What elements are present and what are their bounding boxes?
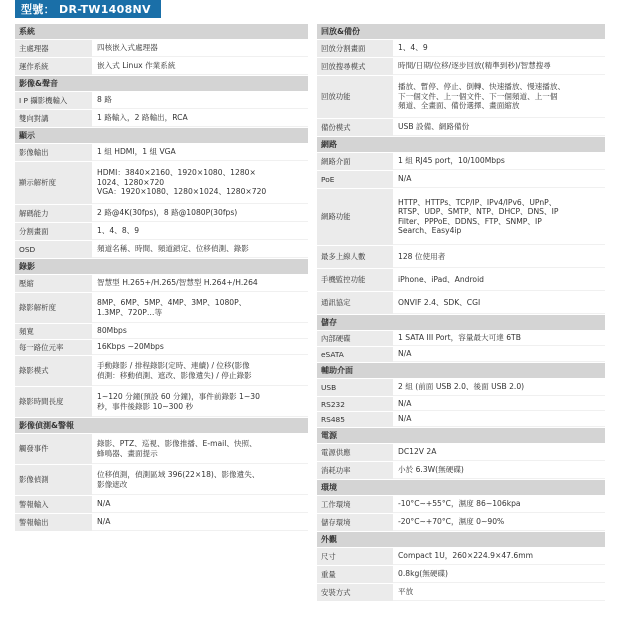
spec-label: 網路介面 bbox=[317, 153, 393, 170]
spec-value-cell bbox=[393, 496, 605, 513]
spec-value: 1~120 分鐘(預設 60 分鐘)，事件前錄影 1~30 秒，事件後錄影 10~300 秒 bbox=[97, 392, 260, 411]
spec-row bbox=[317, 584, 605, 601]
spec-value: 2 組 (前面 USB 2.0、後面 USB 2.0) bbox=[398, 382, 525, 392]
spec-label: 每一路位元率 bbox=[15, 340, 92, 355]
spec-row bbox=[15, 92, 308, 109]
spec-row bbox=[317, 171, 605, 188]
spec-value-cell bbox=[393, 566, 605, 583]
spec-value: N/A bbox=[398, 399, 412, 408]
spec-value-cell bbox=[393, 189, 605, 245]
spec-row bbox=[317, 444, 605, 461]
spec-value: 平放 bbox=[398, 587, 414, 597]
spec-value: 四核嵌入式處理器 bbox=[97, 43, 158, 53]
spec-label: 內部硬碟 bbox=[317, 331, 393, 346]
spec-label: 錄影時間長度 bbox=[15, 387, 92, 417]
section-header: 回放&備份 bbox=[317, 24, 605, 39]
spec-value-cell bbox=[92, 514, 308, 531]
spec-row bbox=[317, 412, 605, 426]
spec-value: N/A bbox=[97, 499, 111, 509]
spec-label: 重量 bbox=[317, 566, 393, 583]
spec-column-right bbox=[317, 24, 605, 602]
section-header: 環境 bbox=[317, 480, 605, 495]
spec-value: 16Kbps ~20Mbps bbox=[97, 342, 164, 352]
spec-row bbox=[15, 293, 308, 323]
section-header: 儲存 bbox=[317, 315, 605, 330]
spec-label: RS485 bbox=[317, 412, 393, 426]
spec-label: I P 攝影機輸入 bbox=[15, 92, 92, 109]
spec-value-cell bbox=[393, 246, 605, 268]
spec-row bbox=[15, 241, 308, 258]
spec-row bbox=[317, 566, 605, 583]
model-prefix: 型號： bbox=[21, 3, 55, 16]
spec-value: 小於 6.3W(無硬碟) bbox=[398, 465, 464, 475]
spec-value-cell bbox=[393, 76, 605, 118]
spec-label: 影像偵測 bbox=[15, 465, 92, 495]
spec-value: 0.8kg(無硬碟) bbox=[398, 569, 449, 579]
spec-row bbox=[15, 40, 308, 57]
spec-value: USB 設備、網路備份 bbox=[398, 122, 470, 132]
spec-value-cell bbox=[92, 110, 308, 127]
spec-row bbox=[15, 144, 308, 161]
spec-value: N/A bbox=[398, 174, 412, 184]
spec-row bbox=[317, 269, 605, 291]
spec-value: HDMI：3840×2160、1920×1080、1280× 1024、1280×720 VGA：1920×1080、1280×1024、1280×720 bbox=[97, 168, 267, 197]
spec-value-cell bbox=[393, 347, 605, 362]
spec-row bbox=[317, 397, 605, 411]
section-header: 電源 bbox=[317, 428, 605, 443]
spec-value: iPhone、iPad、Android bbox=[398, 274, 485, 284]
spec-row bbox=[15, 162, 308, 204]
spec-label: 消耗功率 bbox=[317, 462, 393, 479]
spec-value-cell bbox=[393, 444, 605, 461]
spec-row bbox=[317, 331, 605, 346]
section-header: 外觀 bbox=[317, 532, 605, 547]
spec-label: 最多上線人數 bbox=[317, 246, 393, 268]
section-header: 網路 bbox=[317, 137, 605, 152]
spec-row bbox=[15, 434, 308, 464]
spec-label: 壓縮 bbox=[15, 275, 92, 292]
spec-label: 警報輸出 bbox=[15, 514, 92, 531]
spec-value-cell bbox=[92, 496, 308, 513]
spec-value-cell bbox=[393, 119, 605, 136]
spec-label: 主處理器 bbox=[15, 40, 92, 57]
spec-value-cell bbox=[92, 205, 308, 222]
spec-label: 影像輸出 bbox=[15, 144, 92, 161]
spec-row bbox=[15, 205, 308, 222]
spec-label: PoE bbox=[317, 171, 393, 188]
spec-row bbox=[15, 356, 308, 386]
spec-value-cell bbox=[92, 144, 308, 161]
spec-value: 128 位使用者 bbox=[398, 251, 446, 261]
spec-label: 錄影模式 bbox=[15, 356, 92, 386]
spec-label: 安裝方式 bbox=[317, 584, 393, 601]
spec-label: USB bbox=[317, 379, 393, 396]
spec-label: 錄影解析度 bbox=[15, 293, 92, 323]
spec-value: 8MP、6MP、5MP、4MP、3MP、1080P、 1.3MP、720P…等 bbox=[97, 298, 247, 317]
spec-label: 通訊協定 bbox=[317, 292, 393, 314]
spec-value-cell bbox=[393, 331, 605, 346]
spec-label: 回放分割畫面 bbox=[317, 40, 393, 57]
spec-value: 8 路 bbox=[97, 95, 112, 105]
spec-value: 2 路@4K(30fps)，8 路@1080P(30fps) bbox=[97, 208, 238, 218]
section-header: 輔助介面 bbox=[317, 363, 605, 378]
spec-value: Compact 1U，260×224.9×47.6mm bbox=[398, 551, 534, 561]
spec-value: N/A bbox=[97, 517, 111, 527]
spec-value-cell bbox=[393, 269, 605, 291]
spec-label: 儲存環境 bbox=[317, 514, 393, 531]
spec-value: 1 組 RJ45 port，10/100Mbps bbox=[398, 156, 505, 166]
spec-value-cell bbox=[92, 92, 308, 109]
spec-label: eSATA bbox=[317, 347, 393, 362]
spec-label: 手機監控功能 bbox=[317, 269, 393, 291]
section-header: 影像偵測&警報 bbox=[15, 418, 308, 433]
spec-value: N/A bbox=[398, 349, 412, 359]
spec-value-cell bbox=[92, 223, 308, 240]
spec-value-cell bbox=[92, 293, 308, 323]
spec-value-cell bbox=[92, 275, 308, 292]
spec-value-cell bbox=[92, 387, 308, 417]
spec-label: 解碼能力 bbox=[15, 205, 92, 222]
section-header: 錄影 bbox=[15, 259, 308, 274]
spec-label: 運作系統 bbox=[15, 58, 92, 75]
spec-row bbox=[15, 58, 308, 75]
spec-value-cell bbox=[92, 241, 308, 258]
spec-value: 1 SATA III Port，容量最大可達 6TB bbox=[398, 333, 521, 343]
spec-label: RS232 bbox=[317, 397, 393, 411]
spec-value-cell bbox=[92, 58, 308, 75]
spec-label: OSD bbox=[15, 241, 92, 258]
spec-label: 分割畫面 bbox=[15, 223, 92, 240]
spec-row bbox=[317, 58, 605, 75]
spec-label: 觸發事件 bbox=[15, 434, 92, 464]
spec-row bbox=[317, 119, 605, 136]
spec-value-cell bbox=[92, 356, 308, 386]
spec-value-cell bbox=[393, 397, 605, 411]
spec-value: 80Mbps bbox=[97, 326, 127, 336]
spec-value-cell bbox=[92, 340, 308, 355]
spec-row bbox=[317, 379, 605, 396]
spec-row bbox=[317, 76, 605, 118]
model-header bbox=[15, 0, 161, 18]
spec-row bbox=[15, 275, 308, 292]
model-name: DR-TW1408NV bbox=[59, 3, 151, 16]
section-header: 顯示 bbox=[15, 128, 308, 143]
spec-label: 尺寸 bbox=[317, 548, 393, 565]
spec-row bbox=[317, 246, 605, 268]
spec-value-cell bbox=[393, 58, 605, 75]
spec-value: 1、4、9 bbox=[398, 43, 428, 53]
spec-row bbox=[15, 223, 308, 240]
spec-value-cell bbox=[92, 465, 308, 495]
spec-row bbox=[15, 496, 308, 513]
spec-value: 1 路輸入，2 路輸出，RCA bbox=[97, 113, 188, 123]
spec-label: 雙向對講 bbox=[15, 110, 92, 127]
spec-row bbox=[15, 465, 308, 495]
spec-value-cell bbox=[393, 462, 605, 479]
spec-label: 備份模式 bbox=[317, 119, 393, 136]
spec-row bbox=[317, 189, 605, 245]
spec-value: DC12V 2A bbox=[398, 447, 437, 457]
spec-value: -10°C~+55°C，濕度 86~106kpa bbox=[398, 499, 521, 509]
section-header: 系統 bbox=[15, 24, 308, 39]
spec-value: 播放、暫停、停止、倒轉、快速播放、慢速播放、 下一個文件、上一個文件、下一個頻道、上一個 頻道、全畫面、備份選擇、畫面縮放 bbox=[398, 82, 566, 111]
spec-row bbox=[15, 324, 308, 339]
spec-row bbox=[317, 40, 605, 57]
spec-value-cell bbox=[393, 412, 605, 426]
spec-value: 時間/日期/位移/逐步回放(精準到秒)/智慧搜尋 bbox=[398, 61, 551, 71]
spec-value-cell bbox=[393, 514, 605, 531]
spec-value-cell bbox=[393, 40, 605, 57]
spec-value: N/A bbox=[398, 414, 412, 424]
section-header: 影像&聲音 bbox=[15, 76, 308, 91]
spec-value-cell bbox=[393, 171, 605, 188]
spec-value: 錄影、PTZ、巡視、影像推播、E-mail、快照、 蜂鳴器、畫面提示 bbox=[97, 439, 257, 458]
spec-value-cell bbox=[393, 292, 605, 314]
spec-value: 1 組 HDMI，1 組 VGA bbox=[97, 147, 176, 157]
spec-value-cell bbox=[92, 324, 308, 339]
spec-value-cell bbox=[393, 548, 605, 565]
spec-label: 回放功能 bbox=[317, 76, 393, 118]
spec-row bbox=[317, 514, 605, 531]
spec-row bbox=[317, 292, 605, 314]
spec-label: 回放搜尋模式 bbox=[317, 58, 393, 75]
spec-row bbox=[15, 387, 308, 417]
spec-value-cell bbox=[92, 162, 308, 204]
spec-label: 工作環境 bbox=[317, 496, 393, 513]
spec-value: 手動錄影 / 排程錄影(定時、連續) / 位移(影像 偵測：移動偵測、遮改、影像遺失) / 停止錄影 bbox=[97, 361, 252, 380]
spec-value: 嵌入式 Linux 作業系統 bbox=[97, 61, 176, 71]
spec-value-cell bbox=[92, 434, 308, 464]
spec-value-cell bbox=[393, 379, 605, 396]
spec-value: 位移偵測，偵測區域 396(22×18)、影像遺失、 影像遮改 bbox=[97, 470, 260, 489]
spec-value: 1、4、8、9 bbox=[97, 226, 140, 236]
spec-row bbox=[15, 340, 308, 355]
spec-value: 智慧型 H.265+/H.265/智慧型 H.264+/H.264 bbox=[97, 278, 258, 288]
spec-row bbox=[15, 110, 308, 127]
spec-label: 警報輸入 bbox=[15, 496, 92, 513]
spec-value: 頻道名稱、時間、頻道鎖定、位移偵測、錄影 bbox=[97, 244, 249, 254]
spec-value: -20°C~+70°C，濕度 0~90% bbox=[398, 517, 505, 527]
spec-label: 網路功能 bbox=[317, 189, 393, 245]
spec-value: ONVIF 2.4、SDK、CGI bbox=[398, 297, 481, 307]
spec-row bbox=[15, 514, 308, 531]
spec-value-cell bbox=[92, 40, 308, 57]
spec-label: 顯示解析度 bbox=[15, 162, 92, 204]
spec-label: 電源供應 bbox=[317, 444, 393, 461]
spec-row bbox=[317, 347, 605, 362]
spec-value-cell bbox=[393, 153, 605, 170]
spec-value: HTTP、HTTPs、TCP/IP、IPv4/IPv6、UPnP、 RTSP、UDP、SMTP、NTP、DHCP、DNS、IP Filter、PPPoE、DDNS、FTP、SNMP、IP Search、Easy4ip bbox=[398, 197, 559, 235]
spec-value-cell bbox=[393, 584, 605, 601]
spec-column-left bbox=[15, 24, 308, 532]
spec-row bbox=[317, 153, 605, 170]
spec-row bbox=[317, 496, 605, 513]
spec-row bbox=[317, 462, 605, 479]
spec-row bbox=[317, 548, 605, 565]
spec-label: 頻寬 bbox=[15, 324, 92, 339]
